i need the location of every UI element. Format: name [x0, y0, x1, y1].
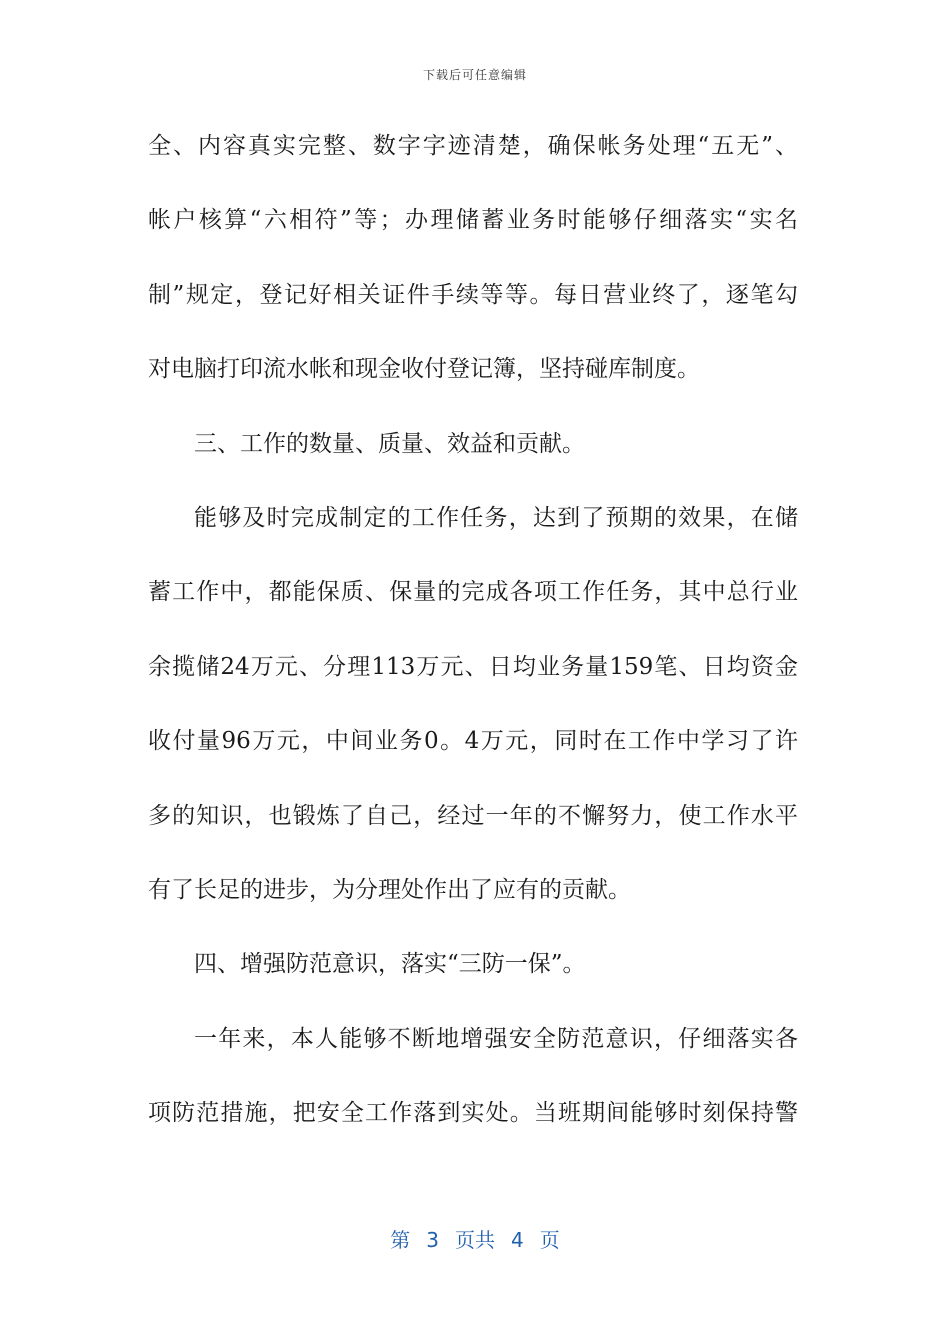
footer-suffix: 页	[539, 1228, 560, 1252]
header-note: 下载后可任意编辑	[422, 68, 527, 82]
paragraph-line: 余揽储24万元、分理113万元、日均业务量159笔、日均资金	[148, 653, 798, 680]
total-page-number: 4	[511, 1228, 524, 1252]
section-heading: 三、工作的数量、质量、效益和贡献。	[194, 430, 585, 457]
paragraph-line: 蓄工作中，都能保质、保量的完成各项工作任务，其中总行业	[148, 579, 798, 606]
paragraph-line: 一年来，本人能够不断地增强安全防范意识，仔细落实各	[194, 1025, 798, 1052]
current-page-number: 3	[426, 1228, 439, 1252]
section-heading: 四、增强防范意识，落实“三防一保”。	[194, 951, 586, 978]
footer-prefix: 第	[390, 1228, 411, 1252]
paragraph-line: 有了长足的进步，为分理处作出了应有的贡献。	[148, 876, 631, 903]
paragraph-line: 项防范措施，把安全工作落到实处。当班期间能够时刻保持警	[148, 1100, 798, 1127]
paragraph-line: 多的知识，也锻炼了自己，经过一年的不懈努力，使工作水平	[148, 802, 798, 829]
page-footer	[0, 1224, 950, 1253]
paragraph-line: 全、内容真实完整、数字字迹清楚，确保帐务处理“五无”、	[148, 133, 798, 159]
paragraph-line: 能够及时完成制定的工作任务，达到了预期的效果，在储	[194, 504, 798, 531]
document-body	[148, 121, 798, 1162]
paragraph-line: 制”规定，登记好相关证件手续等等。每日营业终了，逐笔勾	[148, 281, 798, 308]
footer-middle: 页共	[455, 1228, 495, 1252]
paragraph-line: 收付量96万元，中间业务0。4万元，同时在工作中学习了许	[148, 728, 798, 755]
paragraph-line: 对电脑打印流水帐和现金收付登记簿，坚持碰库制度。	[148, 356, 700, 383]
paragraph-line: 帐户核算“六相符”等；办理储蓄业务时能够仔细落实“实名	[148, 207, 798, 234]
